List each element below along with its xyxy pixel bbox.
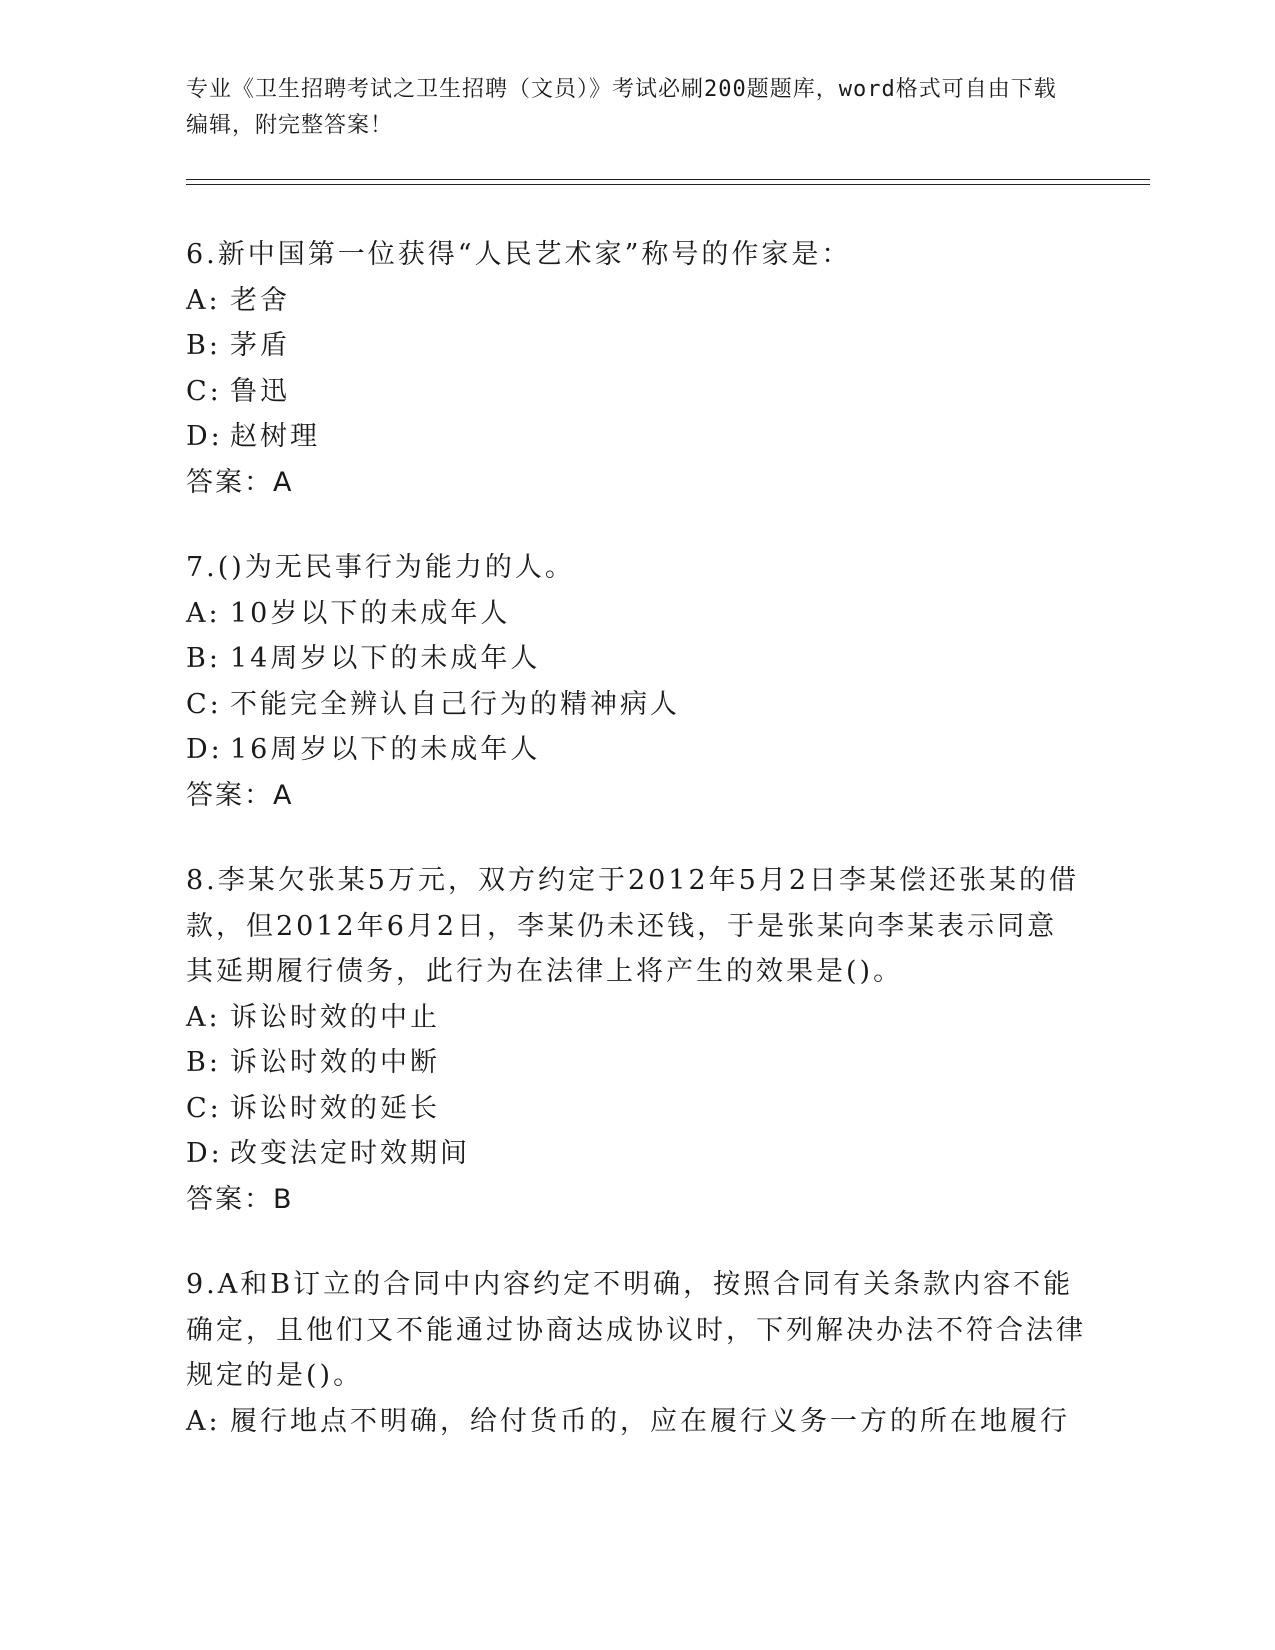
option-a	[186, 995, 1086, 1041]
option-text: 14周岁以下的未成年人	[230, 643, 541, 674]
option-text: 鲁迅	[230, 375, 290, 407]
question-8	[186, 858, 1086, 1222]
question-9	[186, 1262, 1086, 1444]
header-divider-bottom	[186, 184, 1150, 185]
option-a	[186, 278, 1086, 324]
option-d	[186, 1131, 1086, 1177]
option-key: A:	[186, 1405, 221, 1437]
option-d	[186, 727, 1086, 773]
document-header: 专业《卫生招聘考试之卫生招聘（文员）》考试必刷200题题库，word格式可自由下载编辑，附完整答案！	[186, 77, 1057, 138]
option-key: D:	[186, 421, 223, 452]
option-text: 不能完全辨认自己行为的精神病人	[230, 688, 680, 720]
option-text: 赵树理	[230, 421, 320, 452]
option-text: 老舍	[230, 284, 290, 316]
option-a	[186, 1399, 1086, 1445]
answer-line: 答案：A	[186, 466, 294, 498]
option-text: 改变法定时效期间	[230, 1138, 470, 1169]
answer-line: 答案：A	[186, 779, 294, 811]
option-key: A:	[186, 597, 221, 629]
option-a	[186, 591, 1086, 637]
option-key: B:	[186, 330, 221, 361]
option-text: 10岁以下的未成年人	[230, 597, 511, 629]
option-b	[186, 636, 1086, 682]
option-key: B:	[186, 1047, 221, 1078]
option-c	[186, 1086, 1086, 1132]
option-c	[186, 682, 1086, 728]
option-text: 茅盾	[230, 330, 290, 361]
question-6	[186, 232, 1086, 505]
option-key: D:	[186, 1138, 223, 1169]
option-key: B:	[186, 643, 221, 674]
question-text: 8.李某欠张某5万元，双方约定于2012年5月2日李某偿还张某的借款，但2012年6月2日，李某仍未还钱，于是张某向李某表示同意其延期履行债务，此行为在法律上将产生的效果是()。	[186, 865, 1080, 987]
option-b	[186, 323, 1086, 369]
question-list	[186, 232, 1086, 1484]
option-key: A:	[186, 1001, 221, 1033]
option-key: C:	[186, 688, 222, 720]
option-text: 履行地点不明确，给付货币的，应在履行义务一方的所在地履行	[230, 1405, 1070, 1437]
option-c	[186, 369, 1086, 415]
option-text: 诉讼时效的中断	[230, 1047, 440, 1078]
question-text: 9.A和B订立的合同中内容约定不明确，按照合同有关条款内容不能确定，且他们又不能通过协商达成协议时，下列解决办法不符合法律规定的是()。	[186, 1269, 1086, 1391]
question-text: 6.新中国第一位获得“人民艺术家”称号的作家是：	[186, 239, 852, 270]
option-key: D:	[186, 734, 223, 765]
option-d	[186, 414, 1086, 460]
question-text: 7.()为无民事行为能力的人。	[186, 552, 575, 583]
question-7	[186, 545, 1086, 818]
option-text: 诉讼时效的延长	[230, 1092, 440, 1124]
option-b	[186, 1040, 1086, 1086]
answer-line: 答案：B	[186, 1183, 294, 1215]
option-text: 16周岁以下的未成年人	[230, 734, 541, 765]
option-key: C:	[186, 1092, 222, 1124]
option-text: 诉讼时效的中止	[230, 1001, 440, 1033]
option-key: A:	[186, 284, 221, 316]
header-divider-top	[186, 179, 1150, 180]
option-key: C:	[186, 375, 222, 407]
